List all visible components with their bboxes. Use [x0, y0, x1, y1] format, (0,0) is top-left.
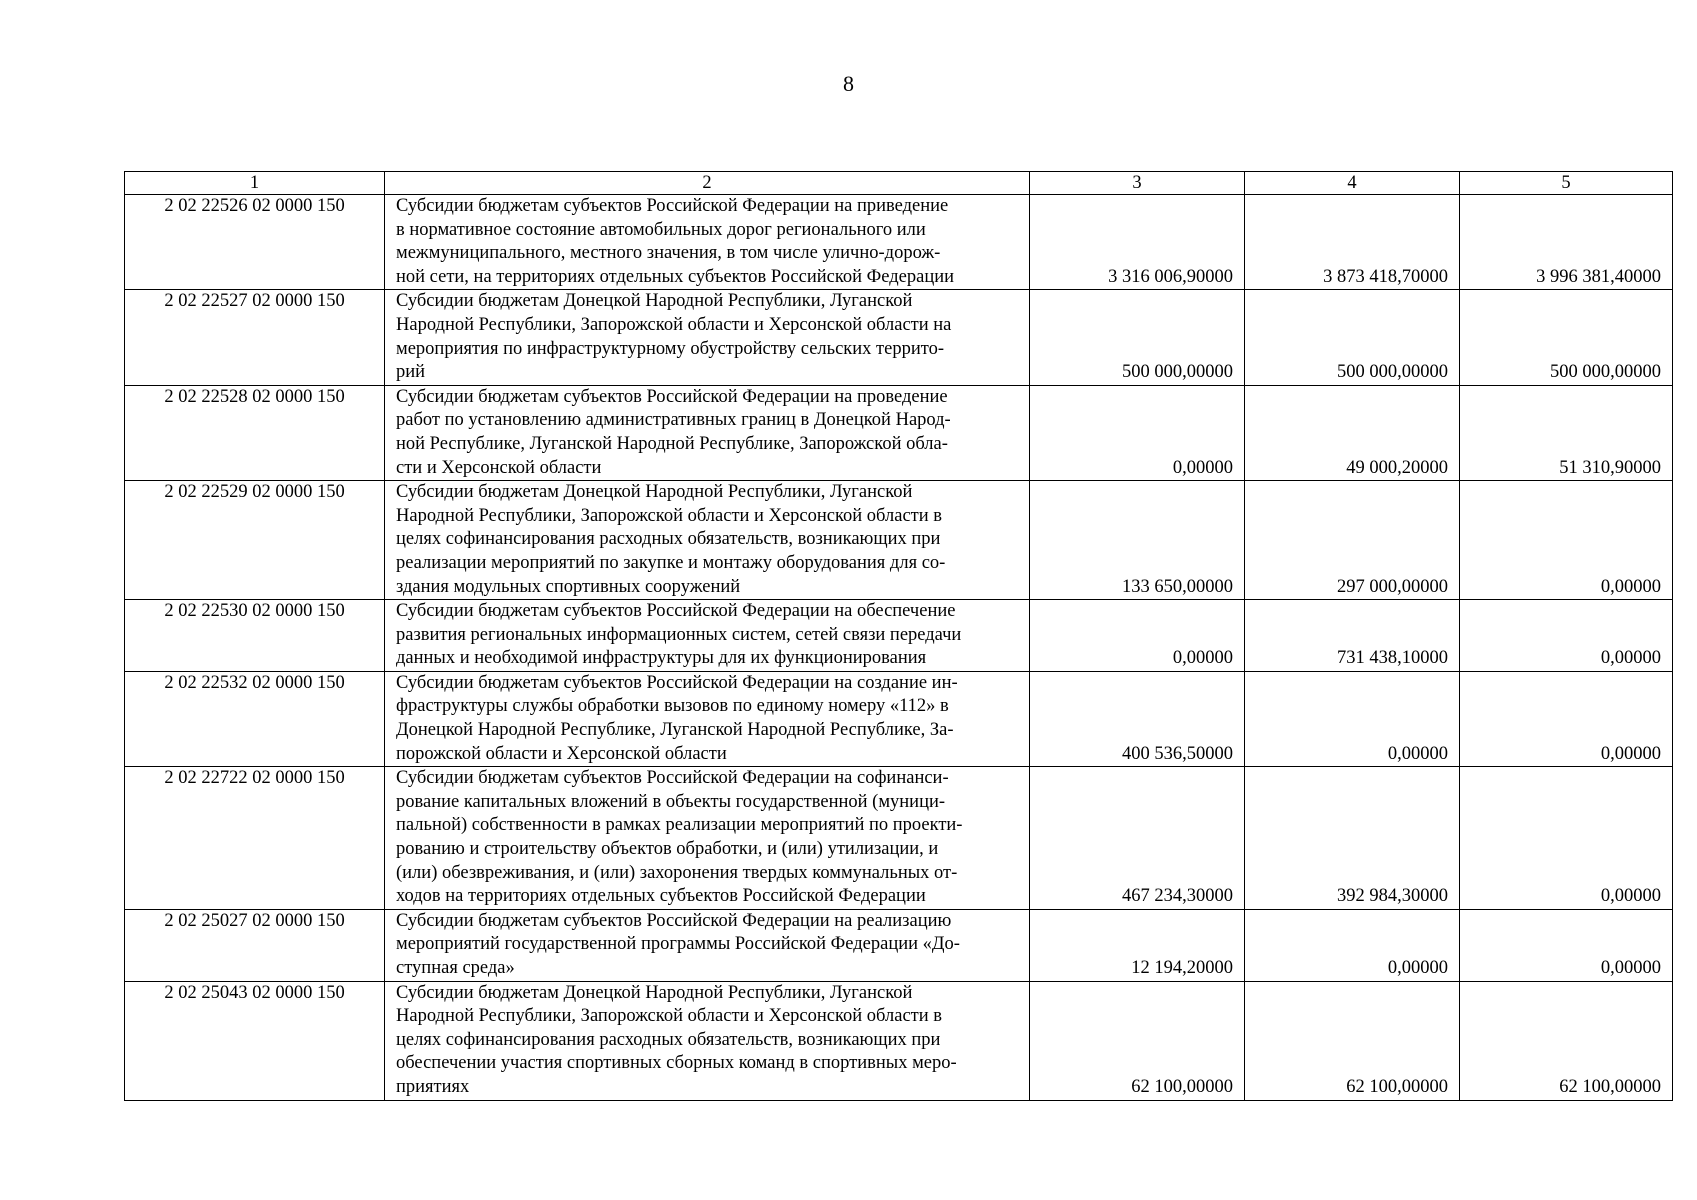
amount-cell-col-4: 3 873 418,70000	[1245, 195, 1460, 290]
description-cell	[385, 290, 1030, 385]
description-line: Субсидии бюджетам субъектов Российской Федерации на софинанси-	[396, 768, 949, 789]
amount-cell-col-3: 12 194,20000	[1030, 909, 1245, 981]
table-header	[125, 172, 1673, 195]
description-line: целях софинансирования расходных обязательств, возникающих при	[396, 529, 941, 550]
amount-cell-col-5: 51 310,90000	[1460, 385, 1673, 480]
budget-code-cell: 2 02 22528 02 0000 150	[125, 385, 385, 480]
budget-code-cell: 2 02 22722 02 0000 150	[125, 767, 385, 910]
description-line: приятиях	[396, 1076, 470, 1097]
amount-cell-col-5: 0,00000	[1460, 909, 1673, 981]
table-row	[125, 767, 1673, 910]
amount-cell-col-4: 62 100,00000	[1245, 981, 1460, 1100]
description-cell	[385, 600, 1030, 672]
description-cell	[385, 671, 1030, 766]
header-col-5: 5	[1460, 172, 1673, 195]
budget-code-cell: 2 02 22526 02 0000 150	[125, 195, 385, 290]
description-cell	[385, 767, 1030, 910]
description-line: ной Республике, Луганской Народной Республике, Запорожской обла-	[396, 433, 948, 454]
description-line: Субсидии бюджетам субъектов Российской Федерации на приведение	[396, 196, 949, 216]
amount-cell-col-3: 133 650,00000	[1030, 481, 1245, 600]
description-line: обеспечении участия спортивных сборных команд в спортивных меро-	[396, 1053, 957, 1074]
description-line: Субсидии бюджетам Донецкой Народной Республики, Луганской	[396, 982, 913, 1003]
description-line: развития региональных информационных систем, сетей связи передачи	[396, 624, 962, 645]
amount-cell-col-5: 500 000,00000	[1460, 290, 1673, 385]
amount-cell-col-5: 0,00000	[1460, 671, 1673, 766]
budget-code-cell: 2 02 22532 02 0000 150	[125, 671, 385, 766]
amount-cell-col-5: 0,00000	[1460, 600, 1673, 672]
table-row	[125, 385, 1673, 480]
header-col-1: 1	[125, 172, 385, 195]
description-cell	[385, 195, 1030, 290]
description-line: рование капитальных вложений в объекты государственной (муници-	[396, 791, 946, 812]
table-row	[125, 981, 1673, 1100]
amount-cell-col-5: 0,00000	[1460, 481, 1673, 600]
amount-cell-col-4: 49 000,20000	[1245, 385, 1460, 480]
description-line: пальной) собственности в рамках реализации мероприятий по проекти-	[396, 815, 963, 836]
table-row	[125, 481, 1673, 600]
table-row	[125, 600, 1673, 672]
budget-code-cell: 2 02 25043 02 0000 150	[125, 981, 385, 1100]
description-line: мероприятия по инфраструктурному обустройству сельских террито-	[396, 338, 945, 359]
table-row	[125, 671, 1673, 766]
amount-cell-col-4: 392 984,30000	[1245, 767, 1460, 910]
amount-cell-col-4: 297 000,00000	[1245, 481, 1460, 600]
header-row	[125, 172, 1673, 195]
description-line: фраструктуры службы обработки вызовов по единому номеру «112» в	[396, 696, 949, 717]
description-line: Народной Республики, Запорожской области и Херсонской области на	[396, 314, 952, 335]
description-cell	[385, 981, 1030, 1100]
description-line: целях софинансирования расходных обязательств, возникающих при	[396, 1029, 941, 1050]
description-line: мероприятий государственной программы Российской Федерации «До-	[396, 934, 960, 955]
amount-cell-col-5: 3 996 381,40000	[1460, 195, 1673, 290]
description-line: данных и необходимой инфраструктуры для их функционирования	[396, 648, 927, 669]
description-cell	[385, 909, 1030, 981]
table-row	[125, 290, 1673, 385]
description-line: ходов на территориях отдельных субъектов Российской Федерации	[396, 886, 926, 907]
amount-cell-col-4: 0,00000	[1245, 909, 1460, 981]
header-col-4: 4	[1245, 172, 1460, 195]
table-body	[125, 195, 1673, 1101]
amount-cell-col-5: 0,00000	[1460, 767, 1673, 910]
amount-cell-col-4: 500 000,00000	[1245, 290, 1460, 385]
page-number: 8	[843, 71, 854, 96]
description-line: межмуниципального, местного значения, в том числе улично-дорож-	[396, 243, 941, 264]
amount-cell-col-5: 62 100,00000	[1460, 981, 1673, 1100]
budget-code-cell: 2 02 22527 02 0000 150	[125, 290, 385, 385]
description-cell	[385, 481, 1030, 600]
amount-cell-col-3: 500 000,00000	[1030, 290, 1245, 385]
amount-cell-col-3: 0,00000	[1030, 600, 1245, 672]
description-line: работ по установлению административных границ в Донецкой Народ-	[396, 410, 951, 431]
header-col-2: 2	[385, 172, 1030, 195]
header-col-3: 3	[1030, 172, 1245, 195]
amount-cell-col-4: 0,00000	[1245, 671, 1460, 766]
description-line: (или) обезвреживания, и (или) захоронения твердых коммунальных от-	[396, 862, 958, 883]
description-line: порожской области и Херсонской области	[396, 743, 727, 764]
description-line: реализации мероприятий по закупке и монтажу оборудования для со-	[396, 552, 946, 573]
amount-cell-col-3: 400 536,50000	[1030, 671, 1245, 766]
description-line: рий	[396, 362, 426, 383]
description-line: Субсидии бюджетам субъектов Российской Федерации на обеспечение	[396, 601, 956, 622]
description-line: Народной Республики, Запорожской области и Херсонской области в	[396, 1006, 943, 1027]
description-line: в нормативное состояние автомобильных дорог регионального или	[396, 219, 926, 240]
description-line: Субсидии бюджетам Донецкой Народной Республики, Луганской	[396, 291, 913, 312]
table-row	[125, 195, 1673, 290]
amount-cell-col-3: 3 316 006,90000	[1030, 195, 1245, 290]
budget-code-cell: 2 02 25027 02 0000 150	[125, 909, 385, 981]
budget-table	[124, 171, 1673, 1101]
description-line: Субсидии бюджетам субъектов Российской Федерации на создание ин-	[396, 672, 958, 693]
description-line: Народной Республики, Запорожской области и Херсонской области в	[396, 505, 943, 526]
description-line: ступная среда»	[396, 958, 515, 978]
description-cell	[385, 385, 1030, 480]
description-line: Субсидии бюджетам субъектов Российской Федерации на проведение	[396, 386, 948, 407]
amount-cell-col-3: 62 100,00000	[1030, 981, 1245, 1100]
description-line: ной сети, на территориях отдельных субъектов Российской Федерации	[396, 266, 955, 287]
description-line: Субсидии бюджетам субъектов Российской Федерации на реализацию	[396, 910, 952, 931]
amount-cell-col-3: 0,00000	[1030, 385, 1245, 480]
amount-cell-col-3: 467 234,30000	[1030, 767, 1245, 910]
description-line: Донецкой Народной Республике, Луганской Народной Республике, За-	[396, 720, 954, 741]
table-row	[125, 909, 1673, 981]
description-line: здания модульных спортивных сооружений	[396, 576, 741, 597]
description-line: рованию и строительству объектов обработки, и (или) утилизации, и	[396, 839, 939, 860]
budget-code-cell: 2 02 22529 02 0000 150	[125, 481, 385, 600]
budget-code-cell: 2 02 22530 02 0000 150	[125, 600, 385, 672]
description-line: Субсидии бюджетам Донецкой Народной Республики, Луганской	[396, 482, 913, 503]
description-line: сти и Херсонской области	[396, 457, 602, 478]
amount-cell-col-4: 731 438,10000	[1245, 600, 1460, 672]
